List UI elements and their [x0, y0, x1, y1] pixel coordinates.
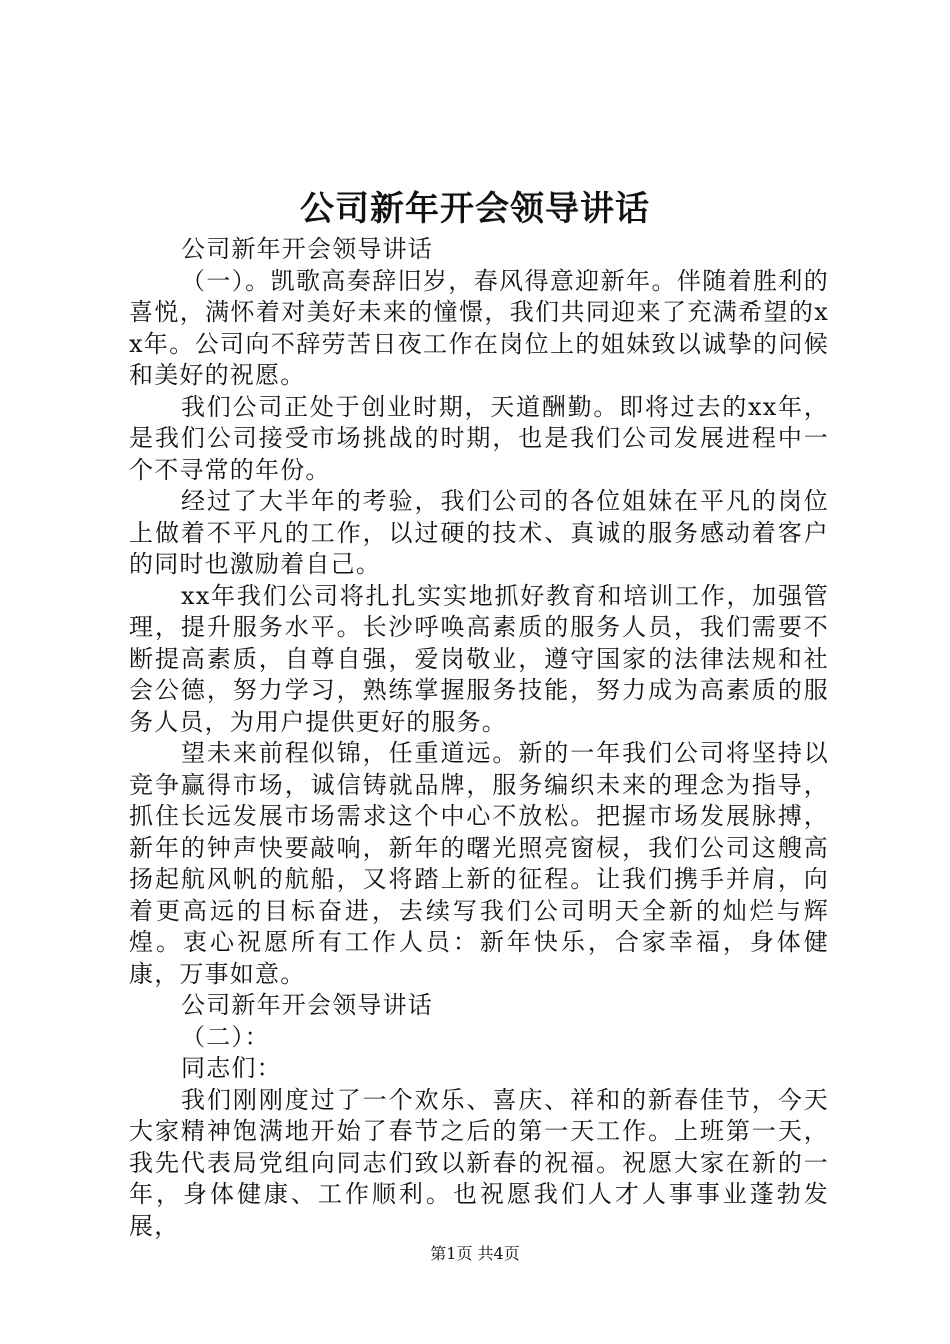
page-number-footer: 第1页 共4页: [430, 1244, 520, 1263]
paragraph: xx年我们公司将扎扎实实地抓好教育和培训工作，加强管理，提升服务水平。长沙呼唤高素质的服务人员，我们需要不断提高素质，自尊自强，爱岗敬业，遵守国家的法律法规和社会公德，努力学习，熟练掌握服务技能，努力成为高素质的服务人员，为用户提供更好的服务。: [129, 581, 829, 736]
document-body: [129, 234, 829, 1242]
paragraph: 我们公司正处于创业时期，天道酬勤。即将过去的xx年，是我们公司接受市场挑战的时期，也是我们公司发展进程中一个不寻常的年份。: [129, 392, 829, 484]
paragraph-section-label: （二）：: [181, 1022, 270, 1051]
paragraph-heading-2: 公司新年开会领导讲话: [181, 991, 433, 1019]
paragraph: 经过了大半年的考验，我们公司的各位姐妹在平凡的岗位上做着不平凡的工作，以过硬的技术、真诚的服务感动着客户的同时也激励着自己。: [129, 487, 829, 578]
paragraph: 望未来前程似锦，任重道远。新的一年我们公司将坚持以竞争赢得市场，诚信铸就品牌，服务编织未来的理念为指导，抓住长远发展市场需求这个中心不放松。把握市场发展脉搏，新年的钟声快要敲响，新年的曙光照亮窗棂，我们公司这艘高扬起航风帆的航船，又将踏上新的征程。让我们携手并肩，向着更高远的目标奋进，去续写我们公司明天全新的灿烂与辉煌。衷心祝愿所有工作人员：新年快乐，合家幸福，身体健康，万事如意。: [129, 739, 829, 988]
paragraph-salutation: 同志们：: [181, 1054, 282, 1082]
paragraph: （一）。凯歌高奏辞旧岁，春风得意迎新年。伴随着胜利的喜悦，满怀着对美好未来的憧憬，我们共同迎来了充满希望的xx年。公司向不辞劳苦日夜工作在岗位上的姐妹致以诚挚的问候和美好的祝愿。: [129, 266, 829, 389]
document-title: 公司新年开会领导讲话: [300, 189, 650, 229]
paragraph: 我们刚刚度过了一个欢乐、喜庆、祥和的新春佳节，今天大家精神饱满地开始了春节之后的第一天工作。上班第一天，我先代表局党组向同志们致以新春的祝福。祝愿大家在新的一年，身体健康、工作顺利。也祝愿我们人才人事事业蓬勃发展，: [129, 1085, 829, 1240]
paragraph-heading-1: 公司新年开会领导讲话: [181, 235, 433, 263]
